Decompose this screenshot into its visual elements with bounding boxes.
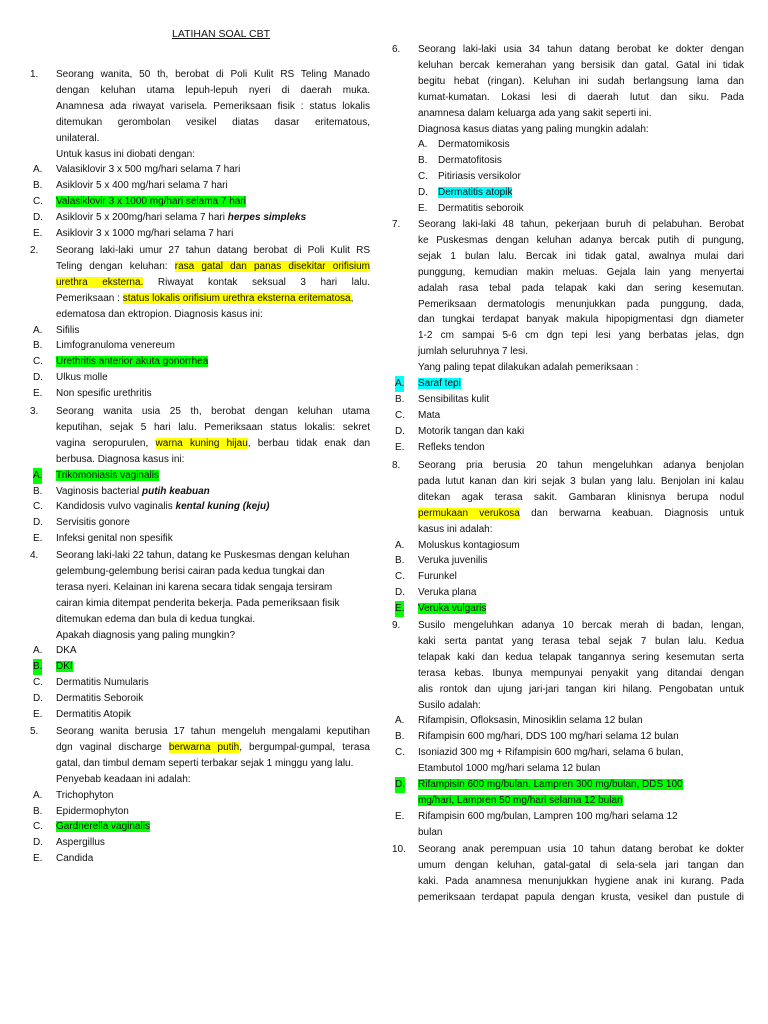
question-text-line: ditemukan gerombolan vesikel diatas dasar eritematous, [56,116,370,128]
question-6 [392,42,744,217]
option-c[interactable]: C. Valasiklovir 3 x 1000 mg/hari selama 7 hari [33,196,246,208]
question-number: 3. [30,406,39,417]
option-c[interactable]: C. Isoniazid 300 mg + Rifampisin 600 mg/hari, selama 6 bulan, [395,747,684,759]
question-text-line: kumat-kumatan. Lokasi lesi di daerah lutut dan siku. Pada [418,91,744,103]
question-text-line: jumlah seluruhnya 7 lesi. [418,346,529,358]
answer-highlight: Dermatitis atopik [438,187,513,199]
question-text-line: Seorang wanita, 50 th, berobat di Poli Kulit RS Teling Manado [56,69,370,80]
option-b[interactable]: B. Dermatofitosis [418,155,502,167]
question-text-line: Seorang laki-laki umur 27 tahun datang berobat di Poli Kulit RS [56,245,370,256]
option-e[interactable]: E. Refleks tendon [395,441,485,453]
question-3 [30,404,370,547]
question-2 [30,243,370,402]
handwritten-note: kental kuning (keju) [175,501,270,513]
option-d[interactable]: D. Aspergillus [33,837,105,849]
question-text-line: dengan keluhan utama lepuh-lepuh nyeri di daerah muka. [56,84,370,96]
question-prompt: Apakah diagnosis yang paling mungkin? [56,629,236,641]
option-b[interactable]: B. Sensibilitas kulit [395,393,490,405]
question-prompt: Diagnosa kasus diatas yang paling mungkin adalah: [418,123,649,135]
option-d[interactable]: D. Rifampisin 600 mg/bulan, Lampren 300 mg/bulan, DDS 100 [392,777,744,793]
question-text-line: keputihan, sejak 5 hari lalu. Pemeriksaan status lokalis: sekret [56,421,370,433]
question-number: 1. [30,69,39,80]
question-text-line: Pemeriksaan dermatologis menunjukkan pada punggung, dada, [418,298,744,310]
option-e[interactable]: E. Candida [33,853,94,865]
option-e-continued: bulan [418,826,443,838]
question-text-line: dan tungkai terdapat banyak makula hipopigmentasi dgn diameter [418,314,744,326]
question-text-line: Seorang laki-laki 22 tahun, datang ke Puskesmas dengan keluhan [56,550,350,561]
question-prompt: Penyebab keadaan ini adalah: [56,773,191,785]
handwritten-note: herpes simpleks [227,212,307,224]
question-text-line: terasa kebas. Ibunya mempunyai penyakit yang ditandai dengan [418,667,744,679]
answer-highlight: DKI [56,661,73,673]
question-text-line: dgn vaginal discharge berwarna putih, bergumpal-gumpal, terasa [56,741,370,753]
option-b[interactable]: B. Epidermophyton [33,805,129,817]
option-a[interactable]: A. Sifilis [33,324,80,336]
option-c[interactable]: C. Mata [395,409,441,421]
option-d[interactable]: D. Asiklovir 5 x 200mg/hari selama 7 hari herpes simpleks [33,212,307,224]
question-number: 2. [30,245,39,256]
option-a[interactable]: A. Valasiklovir 3 x 500 mg/hari selama 7 hari [33,164,241,176]
question-text-line: terasa nyeri. Kelainan ini karena secara tidak sengaja tersiram [56,581,333,593]
question-text-line: Anamnesa ada riwayat varisela. Pemeriksaan fisik : status lokalis [56,100,370,112]
handwritten-note: putih keabuan [141,485,210,497]
question-text-line: punggung, kemudian makin meluas. Gejala lain yang menyertai [418,266,744,278]
question-text-line: kaki serta pantat yang terasa tebal sejak 7 bulan lalu. Kedua [418,635,744,647]
answer-highlight: Saraf tepi [418,378,461,390]
question-text-line: Seorang wanita usia 25 th, berobat dengan keluhan utama [56,406,370,417]
option-c[interactable]: C. Furunkel [395,571,457,583]
option-a[interactable]: A. Trichophyton [33,789,114,801]
question-text-line: kasus ini adalah: [418,523,493,535]
keyword-highlight: permukaan verukosa [418,507,520,519]
keyword-highlight: rasa gatal dan panas disekitar orifisium [174,260,370,272]
question-number: 7. [392,219,401,230]
question-text-line: begitu hebat (ringan). Keluhan ini sudah berlangsung lama dan [418,75,744,87]
keyword-highlight: warna kuning hijau [155,437,248,449]
question-prompt: Untuk kasus ini diobati dengan: [56,148,195,160]
question-9 [392,618,744,841]
question-text-line: Pemeriksaan : status lokalis orifisium urethra eksterna eritematosa, [56,292,354,304]
question-text-line: ditemukan edema dan bula di kedua tungkai. [56,613,256,625]
option-e[interactable]: E. Rifampisin 600 mg/bulan, Lampren 100 mg/hari selama 12 [395,810,678,822]
option-c-continued: Etambutol 1000 mg/hari selama 12 bulan [418,763,601,775]
option-c[interactable]: C. Gardnerella vaginalis [33,821,150,833]
question-number: 4. [30,550,39,561]
question-text-line: sejak 1 bulan lalu. Bercak ini tidak gatal, awalnya mulai dari [418,250,744,262]
question-text-line: berbusa. Diagnosa kasus ini: [56,453,185,465]
option-c[interactable]: C. Urethritis anterior akuta gonorrhea [33,356,209,368]
question-text-line: gatal, dan timbul demam seperti terbakar sejak 1 minggu yang lalu. [56,757,354,769]
answer-highlight: Veruka vulgaris [418,603,487,615]
option-d[interactable]: D. Dermatitis atopik [418,187,513,199]
question-text-line: Teling dengan keluhan: rasa gatal dan panas disekitar orifisium [56,260,370,272]
question-text-line: vagina seropurulen, warna kuning hijau, berbau tidak enak dan [56,437,370,449]
question-number: 6. [392,44,401,55]
question-text-line: ke Puskesmas dengan keluhan adanya bercak putih di pungung, [418,234,744,246]
question-text-line: telapak kaki dan kedua telapak tangannya sering kesemutan serta [418,651,744,663]
option-b[interactable]: B. Veruka juvenilis [395,555,488,567]
question-1 [30,67,370,242]
question-text-line: Seorang pria berusia 20 tahun mengeluhkan adanya benjolan [418,460,744,471]
question-text-line: unilateral. [56,132,100,144]
answer-highlight: Gardnerella vaginalis [56,821,150,833]
option-b[interactable]: B. Limfogranuloma venereum [33,340,175,352]
question-text-line: Seorang anak perempuan usia 10 tahun datang berobat ke dokter [418,844,744,855]
question-text-line: urethra eksterna. Riwayat kontak seksual 3 hari lalu. [56,276,370,288]
answer-highlight: mg/hari, Lampren 50 mg/hari selama 12 bulan [418,794,623,806]
question-text-line: Seorang wanita berusia 17 tahun mengeluh mengalami keputihan [56,726,370,737]
question-10 [392,842,744,906]
option-c[interactable]: C. Kandidosis vulvo vaginalis kental kuning (keju) [33,501,270,513]
option-e[interactable]: E. Asiklovir 3 x 1000 mg/hari selama 7 hari [33,228,234,240]
question-number: 8. [392,460,401,471]
question-text-line: umum dengan keluhan, gatal-gatal di sela-sela jari tangan dan [418,859,744,871]
option-a[interactable]: A. Moluskus kontagiosum [395,539,520,551]
question-text-line: adalah rasa tebal pada telapak kaki dan sering kesemutan. [418,282,744,294]
question-text-line: Seorang laki-laki 48 tahun, pekerjaan buruh di pelabuhan. Berobat [418,219,744,230]
option-c[interactable]: C. Dermatitis Numularis [33,677,149,689]
answer-highlight: Trikomoniasis vaginalis [56,469,159,481]
question-number: 9. [392,620,401,631]
question-number: 10. [392,844,406,855]
option-e[interactable]: E. Non spesific urethritis [33,388,152,400]
option-c[interactable]: C. Pitiriasis versikolor [418,171,521,183]
option-d[interactable]: D. Dermatitis Seboroik [33,693,144,705]
question-text-line: edematosa dan ektropion. Diagnosis kasus ini: [56,308,263,320]
option-e[interactable]: E. Veruka vulgaris [392,601,744,617]
page-title: LATIHAN SOAL CBT [172,28,271,40]
option-a[interactable]: A. Trikomoniasis vaginalis [30,468,370,484]
question-text-line: permukaan verukosa dan berwarna keabuan. Diagnosis untuk [418,507,744,519]
option-a[interactable]: A. Saraf tepi [392,376,744,392]
option-b[interactable]: B. Rifampisin 600 mg/hari, DDS 100 mg/hari selama 12 bulan [395,731,679,743]
keyword-highlight: berwarna putih [168,741,240,753]
option-a[interactable]: A. Rifampisin, Ofloksasin, Minosiklin selama 12 bulan [395,715,643,727]
option-d[interactable]: D. Servisitis gonore [33,517,130,529]
question-5 [30,724,370,867]
option-e[interactable]: E. Infeksi genital non spesifik [33,533,173,545]
option-b[interactable]: B. Vaginosis bacterial putih keabuan [33,485,210,497]
option-d[interactable]: D. Ulkus molle [33,372,108,384]
option-d-continued [392,793,744,809]
question-text-line: Susilo adalah: [418,699,481,711]
option-d[interactable]: D. Motorik tangan dan kaki [395,425,525,437]
question-text-line: anamnesa dalam keluarga ada yang sakit seperti ini. [418,107,652,119]
question-prompt: Yang paling tepat dilakukan adalah pemeriksaan : [418,362,639,374]
option-e[interactable]: E. Dermatitis seboroik [418,203,524,215]
question-7 [392,217,744,456]
question-8 [392,458,744,617]
question-text-line: kaki. Pada anamnesa menunjukkan hygiene anak ini kurang. Pada [418,875,744,887]
question-text-line: 1-2 cm sampai 5-6 cm dgn tepi lesi yang berbatas jelas, dgn [418,330,744,342]
option-d[interactable]: D. Veruka plana [395,587,477,599]
question-text-line: keluhan bercak kemerahan yang bersisik dan gatal. Gatal ini tidak [418,59,744,71]
question-text-line: pemeriksaan terdapat papula dengan krusta, vesikel dan pustule di [418,891,744,903]
question-text-line: Susilo mengeluhkan adanya 10 bercak merah di badan, lengan, [418,620,744,631]
question-text-line: cairan kimia ditempat penderita bekerja. Pada pemeriksaan fisik [56,597,340,609]
option-e[interactable]: E. Dermatitis Atopik [33,709,132,721]
question-4 [30,548,370,723]
answer-highlight: Rifampisin 600 mg/bulan, Lampren 300 mg/bulan, DDS 100 [418,779,683,791]
question-number: 5. [30,726,39,737]
keyword-highlight: status lokalis orifisium urethra eksterna eritematosa [122,292,351,304]
keyword-highlight: urethra eksterna. [56,276,144,288]
question-text-line: gelembung-gelembung berisi cairan pada kedua tungkai dan [56,565,325,577]
option-a[interactable]: A. DKA [33,645,77,657]
question-text-line: ditekan agak terasa sakit. Gambaran klinisnya berupa nodul [418,491,744,503]
question-text-line: Seorang laki-laki usia 34 tahun datang berobat ke dokter dengan [418,44,744,55]
option-b[interactable]: B. Asiklovir 5 x 400 mg/hari selama 7 hari [33,180,228,192]
question-text-line: alis rontok dan ujung jari-jari tangan kiri hilang. Pengobatan untuk [418,683,744,695]
answer-highlight: Urethritis anterior akuta gonorrhea [56,356,209,368]
option-b[interactable]: B. DKI [30,659,370,675]
option-a[interactable]: A. Dermatomikosis [418,139,510,151]
question-text-line: pada lutut kanan dan kiri sejak 3 bulan yang lalu. Benjolan ini kalau [418,475,744,487]
answer-highlight: Valasiklovir 3 x 1000 mg/hari selama 7 hari [56,196,246,208]
